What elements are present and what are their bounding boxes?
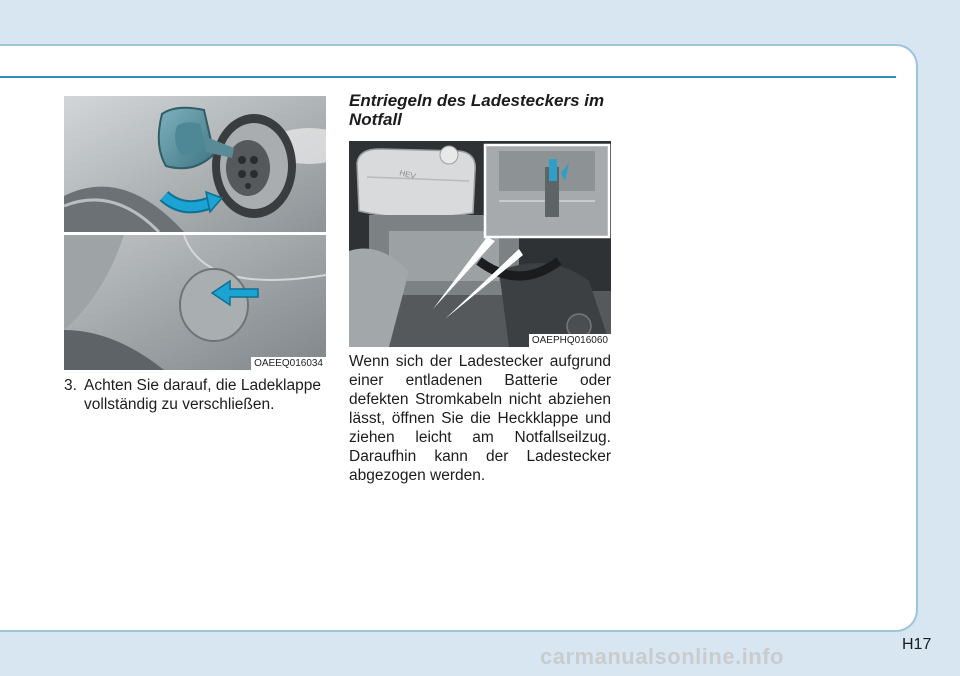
step-text-line1: Achten Sie darauf, die Ladeklappe xyxy=(84,377,321,394)
engine-cap-text: HEV xyxy=(398,168,417,181)
watermark: carmanualsonline.info xyxy=(540,644,784,669)
image-code-label: OAEPHQ016060 xyxy=(529,334,611,347)
header-rule xyxy=(0,76,896,78)
section-title: Entriegeln des Ladesteckers im Notfall xyxy=(349,91,605,129)
step-text-line2: vollständig zu verschließen. xyxy=(84,396,275,413)
image-code-label: OAEEQ016034 xyxy=(251,357,326,370)
engine-bay-photo xyxy=(349,141,611,347)
charging-flap-open-photo xyxy=(64,96,326,232)
body-text: Wenn sich der Ladestecker aufgrund einer entladenen Batterie oder defekten Stromkabeln nicht abziehen lässt, öffnen Sie die Heckklappe und ziehen leicht am Notfallseilzug. Daraufhin kann der Ladestecker abgezogen werden. xyxy=(349,353,611,484)
step-instruction xyxy=(64,376,326,414)
page-number: H17 xyxy=(902,636,932,653)
charging-flap-closed-photo xyxy=(64,235,326,370)
step-number: 3. xyxy=(64,377,77,394)
